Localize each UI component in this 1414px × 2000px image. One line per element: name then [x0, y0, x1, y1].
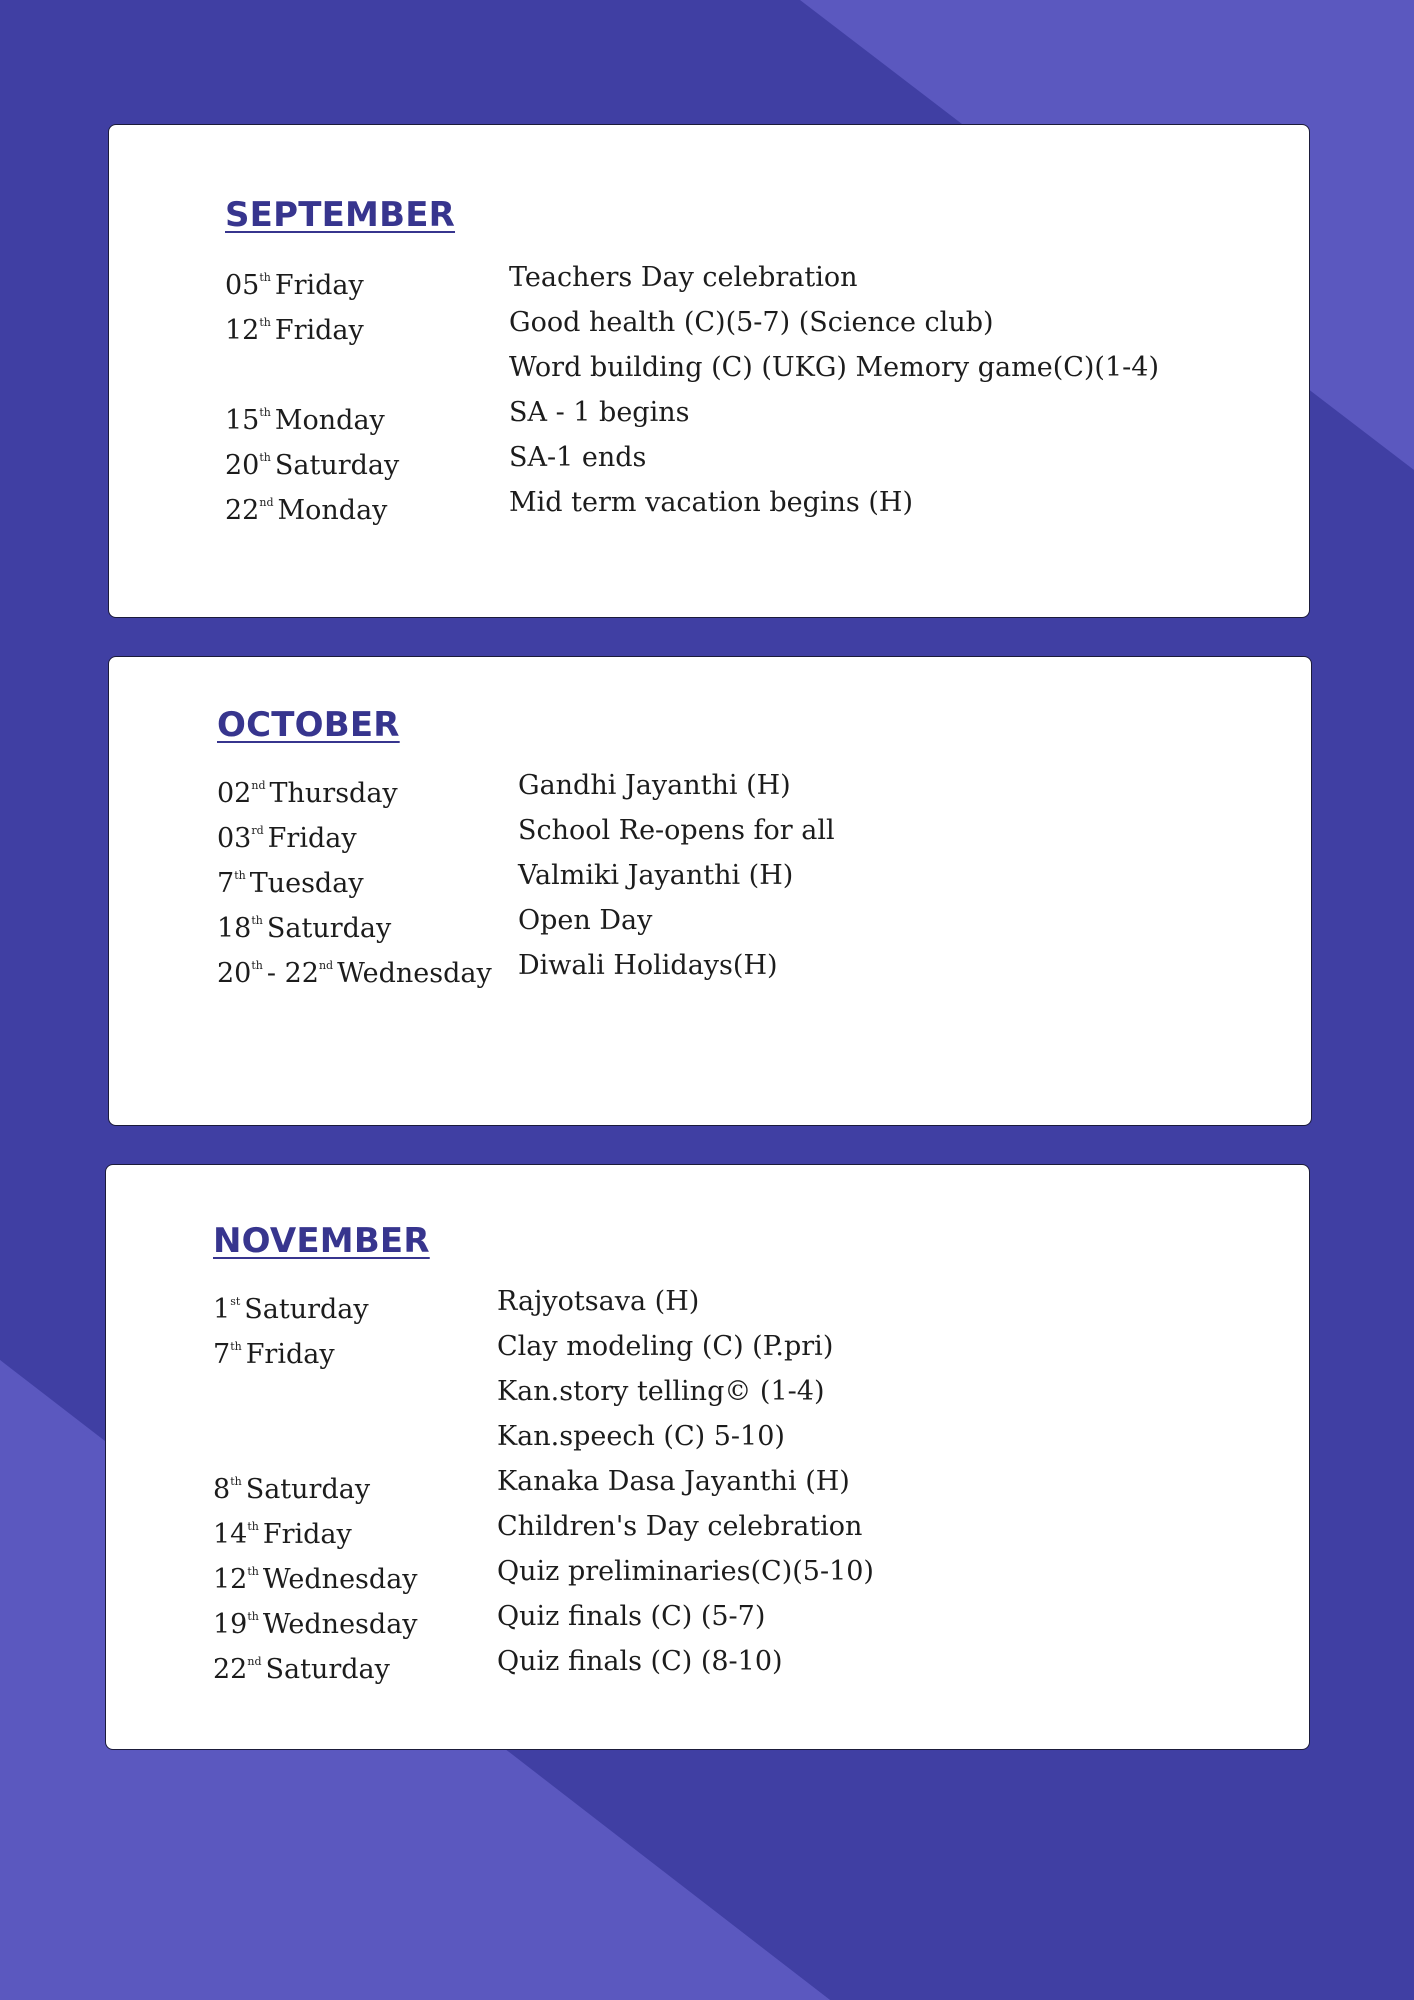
- event-date: [225, 300, 364, 353]
- date-number: 12: [225, 315, 260, 346]
- date-number: 20: [225, 450, 260, 481]
- event-name: Kan.story telling© (1-4): [497, 1376, 825, 1407]
- date-suffix: th: [251, 959, 263, 972]
- date-suffix: rd: [251, 824, 264, 837]
- date-suffix: th: [230, 1475, 242, 1488]
- month-title: SEPTEMBER: [225, 195, 456, 235]
- weekday: Tuesday: [249, 868, 364, 899]
- weekday: Friday: [274, 270, 364, 301]
- month-title: OCTOBER: [217, 705, 400, 745]
- date-number: 05: [225, 270, 260, 301]
- date-suffix: th: [259, 451, 271, 464]
- event-name: Kan.speech (C) 5-10): [497, 1421, 785, 1452]
- event-date: [213, 1639, 390, 1692]
- event-name: Gandhi Jayanthi (H): [518, 770, 791, 801]
- weekday: Friday: [245, 1339, 335, 1370]
- weekday: Monday: [274, 405, 385, 436]
- date-suffix: th: [259, 406, 271, 419]
- date-number: 12: [213, 1564, 248, 1595]
- event-name: Good health (C)(5-7) (Science club): [509, 307, 994, 338]
- month-card-september: [108, 124, 1310, 618]
- event-name: Children's Day celebration: [497, 1511, 863, 1542]
- date-number: 8: [213, 1474, 231, 1505]
- date-suffix: th: [251, 914, 263, 927]
- date-number: - 22: [266, 958, 319, 989]
- date-suffix: th: [259, 271, 271, 284]
- month-card-november: [105, 1164, 1310, 1750]
- weekday: Friday: [274, 315, 364, 346]
- date-number: 02: [217, 778, 252, 809]
- date-suffix: th: [259, 316, 271, 329]
- weekday: Monday: [277, 495, 388, 526]
- weekday: Wednesday: [337, 958, 492, 989]
- event-name: Clay modeling (C) (P.pri): [497, 1331, 834, 1362]
- date-number: 1: [213, 1294, 231, 1325]
- event-name: Open Day: [518, 905, 653, 936]
- weekday: Saturday: [274, 450, 400, 481]
- date-suffix: nd: [259, 496, 274, 509]
- date-number: 22: [213, 1654, 248, 1685]
- date-number: 7: [213, 1339, 231, 1370]
- date-number: 20: [217, 958, 252, 989]
- event-name: Valmiki Jayanthi (H): [518, 860, 794, 891]
- date-suffix: st: [230, 1295, 241, 1308]
- month-card-october: [108, 656, 1312, 1126]
- date-number: 22: [225, 495, 260, 526]
- weekday: Saturday: [266, 913, 392, 944]
- date-number: 03: [217, 823, 252, 854]
- weekday: Friday: [267, 823, 357, 854]
- weekday: Saturday: [265, 1654, 390, 1685]
- date-suffix: nd: [318, 959, 334, 972]
- weekday: Thursday: [269, 778, 398, 809]
- event-name: Quiz preliminaries(C)(5-10): [497, 1556, 874, 1587]
- event-date: [225, 480, 387, 533]
- event-name: SA - 1 begins: [509, 397, 690, 428]
- date-number: 15: [225, 405, 260, 436]
- event-date: [217, 943, 492, 996]
- weekday: Friday: [262, 1519, 352, 1550]
- weekday: Wednesday: [262, 1609, 418, 1640]
- event-name: Diwali Holidays(H): [518, 950, 778, 981]
- event-name: School Re-opens for all: [518, 815, 835, 846]
- date-number: 19: [213, 1609, 248, 1640]
- event-name: Rajyotsava (H): [497, 1286, 700, 1317]
- month-title: NOVEMBER: [213, 1221, 430, 1261]
- event-name: Quiz finals (C) (8-10): [497, 1646, 783, 1677]
- event-name: Mid term vacation begins (H): [509, 487, 913, 518]
- date-suffix: nd: [251, 779, 266, 792]
- date-suffix: th: [234, 869, 246, 882]
- event-name: Quiz finals (C) (5-7): [497, 1601, 766, 1632]
- date-number: 18: [217, 913, 252, 944]
- event-name: SA-1 ends: [509, 442, 647, 473]
- event-name: Teachers Day celebration: [509, 262, 858, 293]
- event-name: Word building (C) (UKG) Memory game(C)(1-4): [509, 352, 1159, 383]
- event-date: [213, 1324, 335, 1377]
- date-suffix: th: [247, 1565, 259, 1578]
- weekday: Wednesday: [262, 1564, 418, 1595]
- date-suffix: th: [230, 1340, 242, 1353]
- date-suffix: th: [247, 1610, 259, 1623]
- weekday: Saturday: [245, 1474, 371, 1505]
- date-number: 14: [213, 1519, 248, 1550]
- date-suffix: nd: [247, 1655, 262, 1668]
- date-suffix: th: [247, 1520, 259, 1533]
- event-name: Kanaka Dasa Jayanthi (H): [497, 1466, 850, 1497]
- weekday: Saturday: [244, 1294, 369, 1325]
- date-number: 7: [217, 868, 235, 899]
